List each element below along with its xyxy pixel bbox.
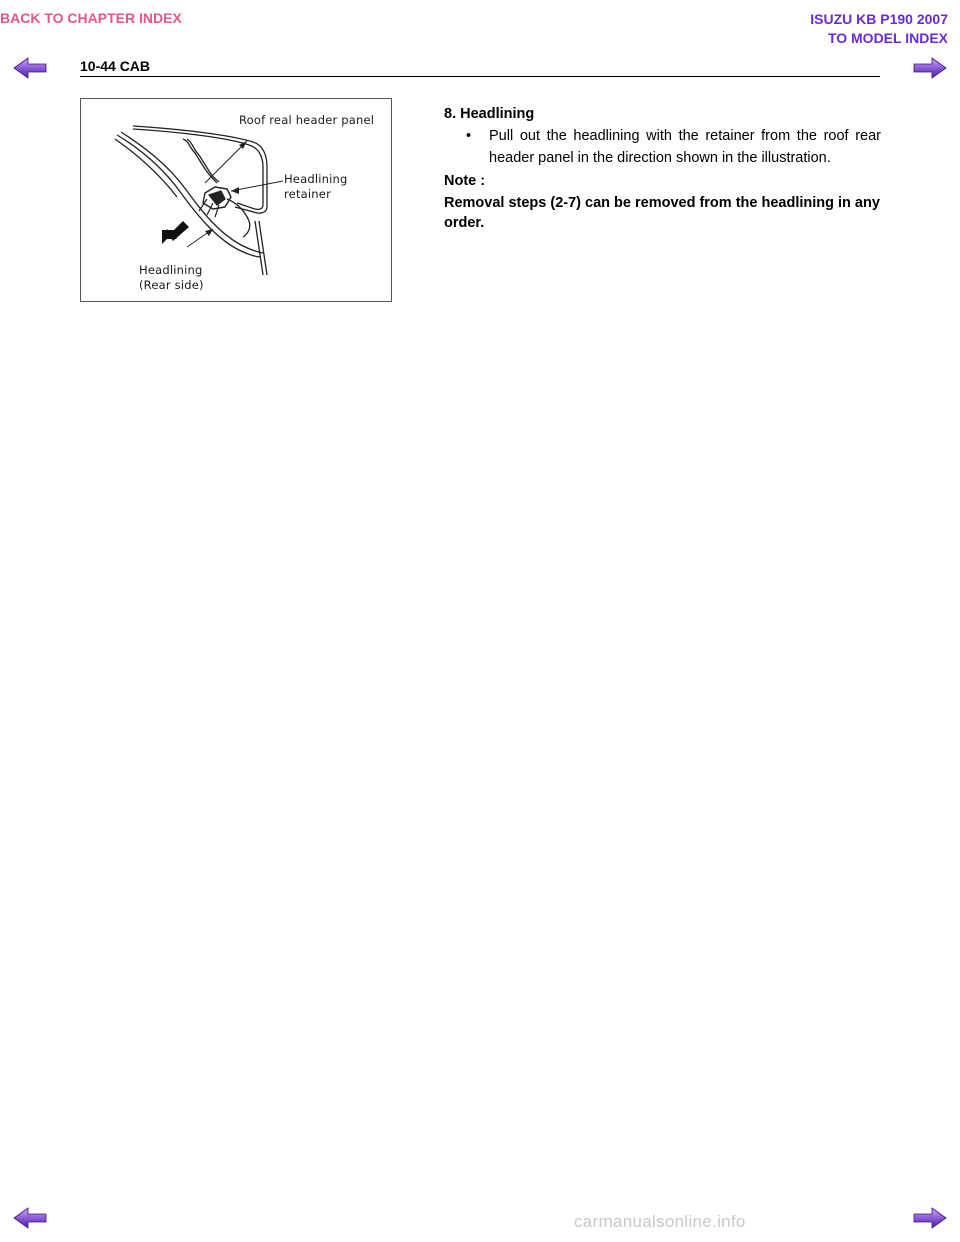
bullet-icon: • [466, 128, 472, 144]
model-index-nav [810, 10, 948, 48]
label-headlining-retainer-line1: Headlining [284, 172, 348, 186]
step-bullet-text: Pull out the headlining with the retainer from the roof rear header panel in the direction shown in the illustration. [489, 128, 881, 166]
watermark: carmanualsonline.info [574, 1212, 746, 1231]
step-bullet [444, 125, 881, 169]
arrow-left-icon [12, 1206, 48, 1230]
next-page-button-bottom[interactable] [912, 1206, 948, 1230]
label-headlining-retainer-line2: retainer [284, 187, 331, 201]
arrow-right-icon [912, 56, 948, 80]
note-label: Note : [444, 173, 486, 189]
header-divider [80, 76, 880, 77]
label-roof-header-panel: Roof real header panel [239, 113, 375, 127]
arrow-right-icon [912, 1206, 948, 1230]
next-page-button[interactable] [912, 56, 948, 80]
previous-page-button[interactable] [12, 56, 48, 80]
procedure-text [444, 103, 881, 233]
page-header: 10-44 CAB [80, 58, 151, 74]
model-title-link[interactable]: ISUZU KB P190 2007 [810, 11, 948, 27]
back-to-chapter-index-link[interactable]: BACK TO CHAPTER INDEX [0, 10, 182, 26]
headlining-retainer-diagram [81, 99, 391, 301]
previous-page-button-bottom[interactable] [12, 1206, 48, 1230]
to-model-index-link[interactable]: TO MODEL INDEX [827, 30, 948, 46]
note-text: Removal steps (2-7) can be removed from the headlining in any order. [444, 195, 880, 231]
arrow-left-icon [12, 56, 48, 80]
label-headlining-rear-line2: (Rear side) [139, 278, 204, 292]
step-heading: 8. Headlining [444, 106, 535, 122]
headlining-illustration [80, 98, 392, 302]
label-headlining-rear-line1: Headlining [139, 263, 203, 277]
